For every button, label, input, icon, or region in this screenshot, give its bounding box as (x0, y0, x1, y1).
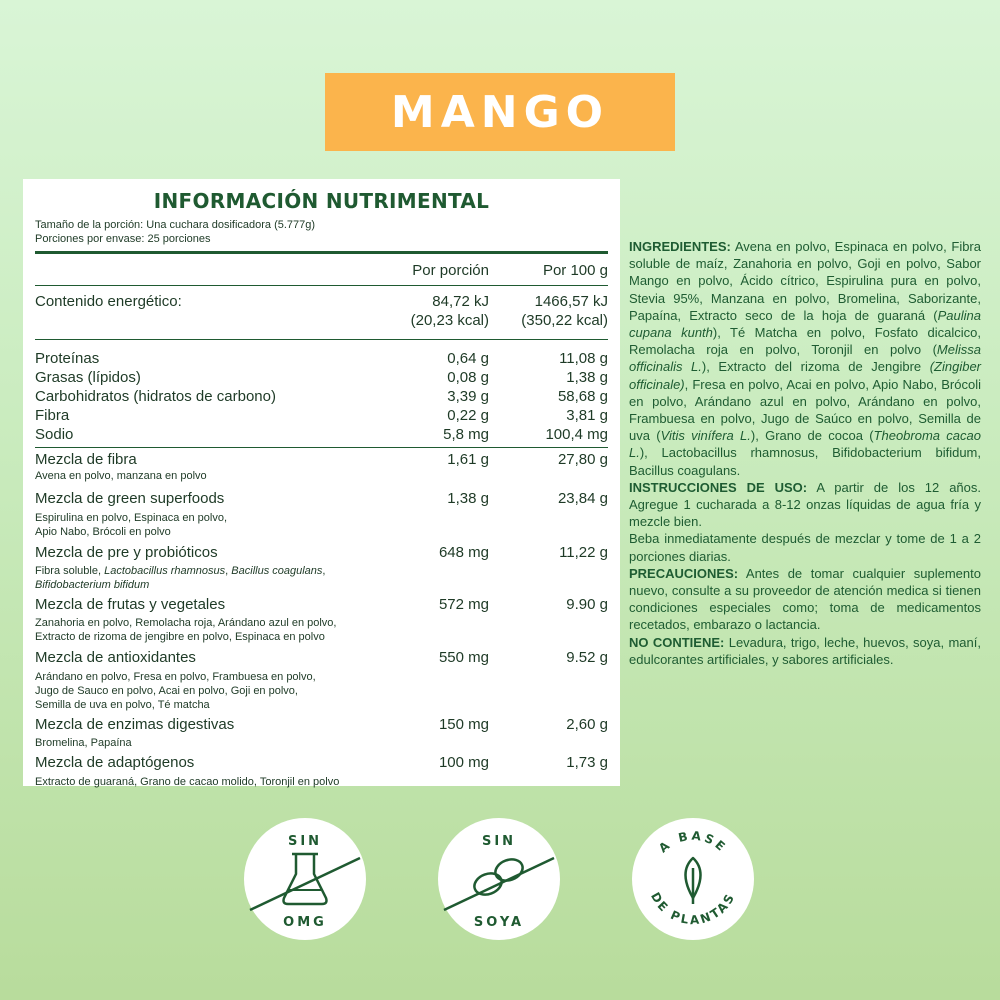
ingredients-text: (Zingiber officinale) (629, 359, 982, 392)
macro-row (35, 387, 608, 406)
instructions-paragraph-2: Beba inmediatamente después de mezclar y tome de 1 a 2 porciones diarias. (629, 531, 981, 564)
blend-desc: Extracto de guaraná, Grano de cacao molido, Toronjil en polvo (35, 776, 340, 788)
instructions-label: INSTRUCCIONES DE USO: (629, 479, 808, 495)
badge-sin-omg-graphic (244, 818, 366, 940)
strike-line (250, 858, 360, 910)
blend-portion: 100 mg (438, 754, 489, 771)
macro-portion: 0,64 g (447, 350, 489, 367)
blend-per100: 27,80 g (557, 451, 608, 468)
macro-per100: 3,81 g (566, 407, 608, 424)
blend-desc (35, 564, 608, 578)
column-header-row (35, 261, 608, 285)
blend-portion: 572 mg (438, 596, 489, 613)
blend-desc: Bromelina, Papaína (35, 737, 132, 749)
energy-100g-kj: 1466,57 kJ (534, 293, 608, 310)
badge-a-base-de-plantas (632, 818, 754, 940)
ingredients-text: ), Té Matcha en polvo, Fosfato dicalcico, Remolacha roja en polvo, Toronjil en polvo ( (629, 325, 981, 358)
blend-desc-part: Fibra soluble, (35, 565, 105, 577)
divider (35, 339, 608, 340)
ingredients-text: ), Lactobacillus rhamnosus, Bifidobacterium bifidum, Bacillus coagulans. (629, 445, 981, 478)
blend-per100: 9.90 g (566, 596, 608, 613)
energy-label: Contenido energético: (35, 293, 182, 310)
instructions-text: A partir de los 12 años. Agregue 1 cucharada a 8-12 onzas líquidas de agua fría y mezcle bien. (629, 479, 981, 530)
macro-per100: 11,08 g (559, 350, 608, 367)
blend-item (35, 450, 608, 483)
product-title: MANGO (390, 86, 610, 138)
blend-desc: Extracto de rizoma de jengibre en polvo, Espinaca en polvo (35, 631, 325, 643)
label-text-column (629, 238, 981, 668)
blend-desc: Apio Nabo, Brócoli en polvo (35, 526, 171, 538)
blend-desc-part: , (225, 565, 232, 577)
servings-per-container: Porciones por envase: 25 porciones (35, 233, 211, 245)
blend-portion: 648 mg (438, 544, 489, 561)
blend-desc: Espirulina en polvo, Espinaca en polvo, (35, 512, 228, 524)
col-per-portion: Por porción (412, 262, 489, 279)
ingredients-text: Avena en polvo, Espinaca en polvo, Fibra soluble de maíz, Zanahoria en polvo, Goji en polvo, Sabor Mango en polvo, Ácido cítrico, Espirulina pura en polvo, Stevia 95%, Manzana en polvo, Bromelina, Saborizante, Papaína, Extracto seco de la hoja de guaraná ( (629, 239, 981, 323)
nutrition-facts-panel (23, 179, 620, 786)
energy-100g-kcal: (350,22 kcal) (521, 312, 608, 329)
badge-bottom-textpath: DE PLANTAS (647, 889, 739, 928)
macro-label: Proteínas (35, 350, 100, 367)
ingredients-text: Theobroma cacao L. (629, 428, 981, 461)
blend-label: Mezcla de antioxidantes (35, 649, 196, 666)
blend-desc-part: , (322, 565, 326, 577)
badge-top-text: SIN (287, 834, 323, 849)
blend-label: Mezcla de adaptógenos (35, 754, 195, 771)
ingredients-text: Melissa officinalis L. (629, 342, 981, 375)
blend-per100: 2,60 g (566, 716, 608, 733)
blend-item (35, 595, 608, 644)
blend-label: Mezcla de frutas y vegetales (35, 596, 226, 613)
ingredients-text: ), Extracto del rizoma de Jengibre (701, 359, 930, 375)
divider (35, 251, 608, 254)
badge-top-text: SIN (481, 834, 517, 849)
ingredients-text: Vitis vinífera L. (660, 428, 751, 444)
macro-per100: 1,38 g (566, 369, 608, 386)
macronutrients (35, 349, 608, 447)
precautions-text: Antes de tomar cualquier suplemento nuevo, consulte a su proveedor de atención medica si tienen condiciones especiales como; toma de medicamentos recetados, embarazo o lactancia. (629, 565, 981, 633)
badge-top-text (656, 829, 730, 856)
macro-row (35, 349, 608, 368)
nutrition-heading: INFORMACIÓN NUTRIMENTAL (153, 189, 490, 213)
blend-desc-part: Lactobacillus rhamnosus (104, 565, 226, 577)
col-per-100g: Por 100 g (542, 262, 608, 279)
blend-label: Mezcla de pre y probióticos (35, 544, 218, 561)
divider (35, 285, 608, 286)
ingredients-text: ), Grano de cocoa ( (750, 428, 874, 444)
blend-item (35, 753, 608, 789)
blend-list (35, 448, 608, 789)
blend-item (35, 543, 608, 592)
badge-plant-graphic (632, 818, 754, 940)
blend-desc: Semilla de uva en polvo, Té matcha (35, 699, 210, 711)
blend-desc: Zanahoria en polvo, Remolacha roja, Arándano azul en polvo, (35, 617, 337, 629)
macro-per100: 58,68 g (557, 388, 608, 405)
macro-row (35, 425, 608, 444)
blend-per100: 1,73 g (566, 754, 608, 771)
leaf-icon (686, 858, 701, 904)
blend-label: Mezcla de green superfoods (35, 490, 225, 507)
blend-label: Mezcla de fibra (35, 451, 137, 468)
blend-portion: 1,61 g (447, 451, 489, 468)
macro-label: Grasas (lípidos) (35, 369, 141, 386)
energy-portion-kj: 84,72 kJ (432, 293, 489, 310)
instructions-paragraph (629, 479, 981, 531)
not-contains-label: NO CONTIENE: (629, 634, 725, 650)
macro-per100: 100,4 mg (545, 426, 608, 443)
blend-portion: 550 mg (438, 649, 489, 666)
badge-sin-soya (438, 818, 560, 940)
serving-size: Tamaño de la porción: Una cuchara dosificadora (5.777g) (35, 219, 316, 231)
blend-portion: 1,38 g (447, 490, 489, 507)
ingredients-text: , Fresa en polvo, Acai en polvo, Apio Nabo, Brócoli en polvo, Arándano azul en polvo, Arándano en polvo, Frambuesa en polvo, Jugo de Saúco en polvo, Semilla de uva ( (629, 376, 981, 444)
blend-item (35, 715, 608, 750)
precautions-paragraph (629, 565, 981, 634)
ingredients-paragraph (629, 238, 981, 479)
flask-icon (284, 854, 327, 904)
not-contains-text: Levadura, trigo, leche, huevos, soya, maní, edulcorantes artificiales, y sabores artificiales. (629, 634, 981, 667)
blend-per100: 9.52 g (566, 649, 608, 666)
blend-desc-part: Bacillus coagulans (231, 565, 323, 577)
macro-portion: 0,22 g (447, 407, 489, 424)
badge-top-textpath: A BASE (656, 828, 730, 856)
precautions-label: PRECAUCIONES: (629, 565, 739, 581)
macro-row (35, 368, 608, 387)
badge-bottom-text: SOYA (473, 915, 525, 930)
ingredients-label: INGREDIENTES: (629, 239, 731, 254)
ingredients-text: Paulina cupana kunth (629, 307, 981, 341)
macro-label: Fibra (35, 407, 70, 424)
blend-desc: Bifidobacterium bifidum (35, 579, 150, 591)
macro-label: Sodio (35, 426, 74, 443)
blend-per100: 23,84 g (557, 490, 608, 507)
blend-item (35, 489, 608, 539)
blend-desc: Avena en polvo, manzana en polvo (35, 470, 207, 482)
blend-item (35, 648, 608, 712)
macro-row (35, 406, 608, 425)
badge-sin-soya-graphic (438, 818, 560, 940)
badge-bottom-text: OMG (283, 915, 327, 930)
macro-portion: 3,39 g (447, 388, 489, 405)
energy-row (35, 288, 608, 330)
blend-portion: 150 mg (438, 716, 489, 733)
blend-desc: Jugo de Sauco en polvo, Acai en polvo, Goji en polvo, (35, 685, 298, 697)
blend-desc: Arándano en polvo, Fresa en polvo, Frambuesa en polvo, (35, 671, 316, 683)
product-title-banner (325, 73, 675, 151)
blend-per100: 11,22 g (559, 544, 608, 561)
badge-sin-omg (244, 818, 366, 940)
not-contains-paragraph (629, 634, 981, 668)
macro-label: Carbohidratos (hidratos de carbono) (35, 388, 276, 405)
blend-label: Mezcla de enzimas digestivas (35, 716, 235, 733)
macro-portion: 0,08 g (447, 369, 489, 386)
macro-portion: 5,8 mg (443, 426, 489, 443)
energy-portion-kcal: (20,23 kcal) (410, 312, 489, 329)
